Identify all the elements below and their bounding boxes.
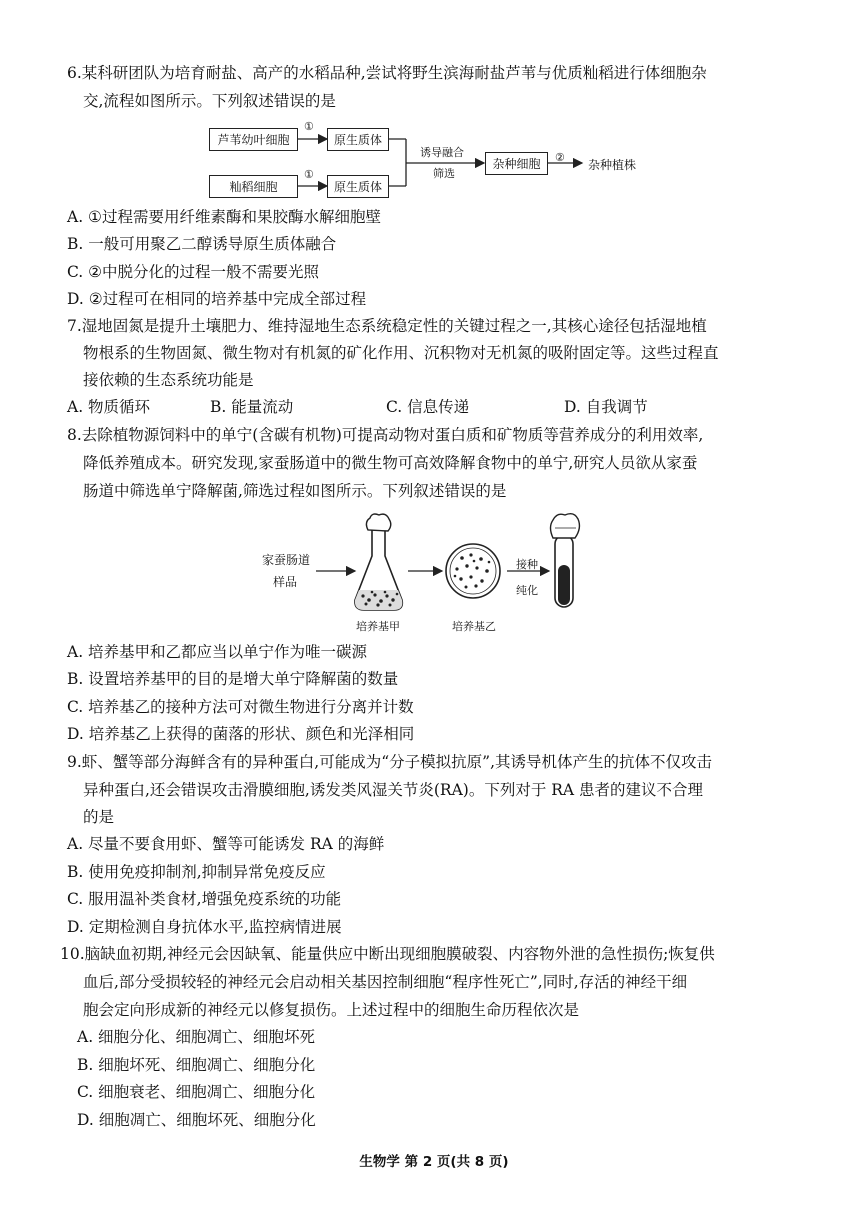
q6-option-b: B. 一般可用聚乙二醇诱导原生质体融合 xyxy=(67,235,337,253)
q10-stem-line-2: 血后,部分受损较轻的神经元会启动相关基因控制细胞“程序性死亡”,同时,存活的神经干细 xyxy=(83,973,688,991)
q7-option-a: A. 物质循环 xyxy=(67,398,151,416)
inoculate-label: 接种 xyxy=(516,558,538,571)
sample-label: 样品 xyxy=(273,575,298,589)
q6-stem-line-2: 交,流程如图所示。下列叙述错误的是 xyxy=(83,92,336,110)
q8-stem-line-3: 肠道中筛选单宁降解菌,筛选过程如图所示。下列叙述错误的是 xyxy=(83,482,507,500)
purify-label: 纯化 xyxy=(516,584,538,597)
fusion-label: 诱导融合 xyxy=(420,146,464,159)
q10-stem-line-1: 10.脑缺血初期,神经元会因缺氧、能量供应中断出现细胞膜破裂、内容物外泄的急性损伤;恢复供 xyxy=(60,945,715,963)
q7-stem-line-1: 7.湿地固氮是提升土壤肥力、维持湿地生态系统稳定性的关键过程之一,其核心途径包括湿地植 xyxy=(67,317,707,335)
medium-a-label: 培养基甲 xyxy=(356,620,400,633)
q10-stem-line-3: 胞会定向形成新的神经元以修复损伤。上述过程中的细胞生命历程依次是 xyxy=(83,1001,580,1019)
petri-dish-icon xyxy=(446,544,500,598)
q8-lab-diagram xyxy=(316,514,579,610)
box-protoplast-bottom: 原生质体 xyxy=(327,175,389,198)
box-hybrid-cell: 杂种细胞 xyxy=(485,152,548,175)
silkworm-gut-label: 家蚕肠道 xyxy=(262,553,311,567)
q8-option-a: A. 培养基甲和乙都应当以单宁作为唯一碳源 xyxy=(67,643,368,661)
q7-option-b: B. 能量流动 xyxy=(210,398,294,416)
q8-option-c: C. 培养基乙的接种方法可对微生物进行分离并计数 xyxy=(67,698,414,716)
page-footer: 生物学 第 2 页(共 8 页) xyxy=(359,1154,509,1170)
q9-stem-line-1: 9.虾、蟹等部分海鲜含有的异种蛋白,可能成为“分子模拟抗原”,其诱导机体产生的抗体不仅攻击 xyxy=(67,753,712,771)
step-1-top-label: ① xyxy=(304,120,314,133)
q10-option-c: C. 细胞衰老、细胞凋亡、细胞分化 xyxy=(77,1083,316,1101)
box-reed-leaf-cells: 芦苇幼叶细胞 xyxy=(209,128,298,151)
q9-option-a: A. 尽量不要食用虾、蟹等可能诱发 RA 的海鲜 xyxy=(67,835,385,853)
q8-option-b: B. 设置培养基甲的目的是增大单宁降解菌的数量 xyxy=(67,670,399,688)
q6-option-c: C. ②中脱分化的过程一般不需要光照 xyxy=(67,263,320,281)
q8-option-d: D. 培养基乙上获得的菌落的形状、颜色和光泽相同 xyxy=(67,725,415,743)
q6-option-a: A. ①过程需要用纤维素酶和果胶酶水解细胞壁 xyxy=(67,208,381,226)
box-rice-cells: 籼稻细胞 xyxy=(209,175,298,198)
q10-option-b: B. 细胞坏死、细胞凋亡、细胞分化 xyxy=(77,1056,316,1074)
flask-icon xyxy=(355,514,402,610)
q6-stem-line-1: 6.某科研团队为培育耐盐、高产的水稻品种,尝试将野生滨海耐盐芦苇与优质籼稻进行体细胞杂 xyxy=(67,64,707,82)
medium-b-label: 培养基乙 xyxy=(452,620,496,633)
q7-options-row xyxy=(67,396,707,418)
q8-stem-line-2: 降低养殖成本。研究发现,家蚕肠道中的微生物可高效降解食物中的单宁,研究人员欲从家蚕 xyxy=(83,454,698,472)
q9-option-c: C. 服用温补类食材,增强免疫系统的功能 xyxy=(67,890,342,908)
step-1-bottom-label: ① xyxy=(304,168,314,181)
screening-label: 筛选 xyxy=(433,167,455,180)
box-protoplast-top: 原生质体 xyxy=(327,128,389,151)
q7-option-c: C. 信息传递 xyxy=(386,398,470,416)
q8-stem-line-1: 8.去除植物源饲料中的单宁(含碳有机物)可提高动物对蛋白质和矿物质等营养成分的利用效率, xyxy=(67,426,704,444)
hybrid-plant-label: 杂种植株 xyxy=(588,158,637,172)
q7-stem-line-3: 接依赖的生态系统功能是 xyxy=(83,371,254,389)
q9-option-d: D. 定期检测自身抗体水平,监控病情进展 xyxy=(67,918,342,936)
q10-option-d: D. 细胞凋亡、细胞坏死、细胞分化 xyxy=(77,1111,316,1129)
q9-stem-line-2: 异种蛋白,还会错误攻击滑膜细胞,诱发类风湿关节炎(RA)。下列对于 RA 患者的建议不合理 xyxy=(83,781,704,799)
test-tube-icon xyxy=(551,514,580,607)
q7-stem-line-2: 物根系的生物固氮、微生物对有机氮的矿化作用、沉积物对无机氮的吸附固定等。这些过程直 xyxy=(83,344,719,362)
step-2-label: ② xyxy=(555,151,565,164)
q7-option-d: D. 自我调节 xyxy=(564,398,648,416)
q9-option-b: B. 使用免疫抑制剂,抑制异常免疫反应 xyxy=(67,863,326,881)
q9-stem-line-3: 的是 xyxy=(83,808,115,826)
q6-option-d: D. ②过程可在相同的培养基中完成全部过程 xyxy=(67,290,367,308)
q10-option-a: A. 细胞分化、细胞凋亡、细胞坏死 xyxy=(77,1028,316,1046)
